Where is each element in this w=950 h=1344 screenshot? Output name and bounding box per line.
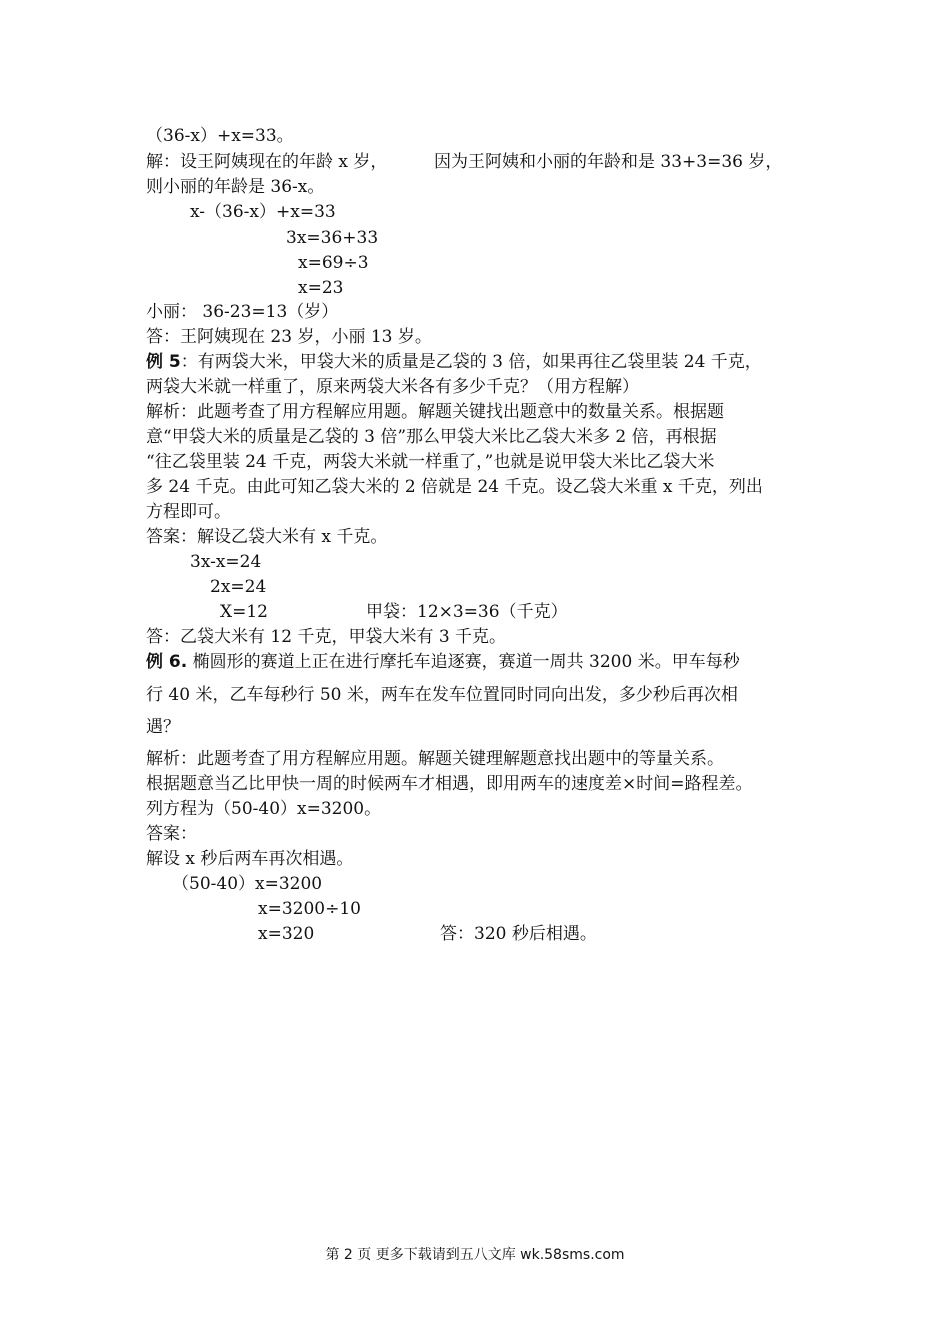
equation-line: （50-40）x=3200	[172, 874, 323, 894]
text-line: 列方程为（50-40）x=3200。	[146, 799, 382, 819]
text-segment: 解：设王阿姨现在的年龄 x 岁，	[146, 152, 388, 172]
text-segment: 因为王阿姨和小丽的年龄和是 33+3=36 岁，	[434, 152, 783, 172]
equation-line	[220, 600, 568, 624]
answer-line: 答：乙袋大米有 12 千克，甲袋大米有 3 千克。	[146, 627, 507, 647]
answer-line: 答：王阿姨现在 23 岁，小丽 13 岁。	[146, 327, 432, 347]
text-line: 答案：	[146, 824, 197, 844]
text-line: 多 24 千克。由此可知乙袋大米的 2 倍就是 24 千克。设乙袋大米重 x 千克，列出	[146, 477, 763, 497]
text-line: 行 40 米，乙车每秒行 50 米，两车在发车位置同时同向出发，多少秒后再次相	[146, 685, 738, 705]
text-line: 解析：此题考查了用方程解应用题。解题关键找出题意中的数量关系。根据题	[146, 402, 724, 422]
equation-line: x-（36-x）+x=33	[190, 202, 336, 222]
text-line: 则小丽的年龄是 36-x。	[146, 177, 325, 197]
text-line: 意“甲袋大米的质量是乙袋的 3 倍”那么甲袋大米比乙袋大米多 2 倍，再根据	[146, 427, 717, 447]
text-segment: ：有两袋大米，甲袋大米的质量是乙袋的 3 倍，如果再往乙袋里装 24 千克，	[180, 352, 762, 372]
equation-line: 3x=36+33	[286, 228, 379, 248]
text-line: 遇？	[146, 717, 180, 737]
equation-line: x=3200÷10	[258, 899, 361, 919]
equation-line: 2x=24	[210, 577, 267, 597]
text-line: “往乙袋里装 24 千克，两袋大米就一样重了，”也就是说甲袋大米比乙袋大米	[146, 452, 715, 472]
text-line	[146, 150, 783, 174]
text-line: 两袋大米就一样重了，原来两袋大米各有多少千克？（用方程解）	[146, 377, 639, 397]
answer-segment: 答：320 秒后相遇。	[440, 924, 597, 944]
equation-segment: 甲袋：12×3=36（千克）	[366, 602, 568, 622]
text-segment: 椭圆形的赛道上正在进行摩托车追逐赛，赛道一周共 3200 米。甲车每秒	[187, 652, 740, 672]
text-line: 答案：解设乙袋大米有 x 千克。	[146, 527, 388, 547]
equation-segment: X=12	[220, 602, 268, 622]
example-label: 例 5	[146, 352, 181, 372]
text-line: 方程即可。	[146, 502, 231, 522]
equation-line: x=23	[298, 278, 344, 298]
text-line: 根据题意当乙比甲快一周的时候两车才相遇，即用两车的速度差×时间=路程差。	[146, 774, 753, 794]
page-footer: 第 2 页 更多下载请到五八文库 wk.58sms.com	[325, 1247, 625, 1263]
equation-segment: x=320	[258, 924, 315, 944]
text-line	[146, 350, 762, 374]
equation-line: 3x-x=24	[190, 552, 262, 572]
equation-line: x=69÷3	[298, 253, 369, 273]
equation-line	[258, 922, 597, 946]
text-line: 解析：此题考查了用方程解应用题。解题关键理解题意找出题中的等量关系。	[146, 749, 724, 769]
text-line: 解设 x 秒后两车再次相遇。	[146, 849, 354, 869]
text-line: （36-x）+x=33。	[146, 126, 294, 146]
example-label: 例 6.	[146, 652, 188, 672]
text-line: 小丽： 36-23=13（岁）	[146, 302, 339, 322]
text-line	[146, 650, 740, 674]
